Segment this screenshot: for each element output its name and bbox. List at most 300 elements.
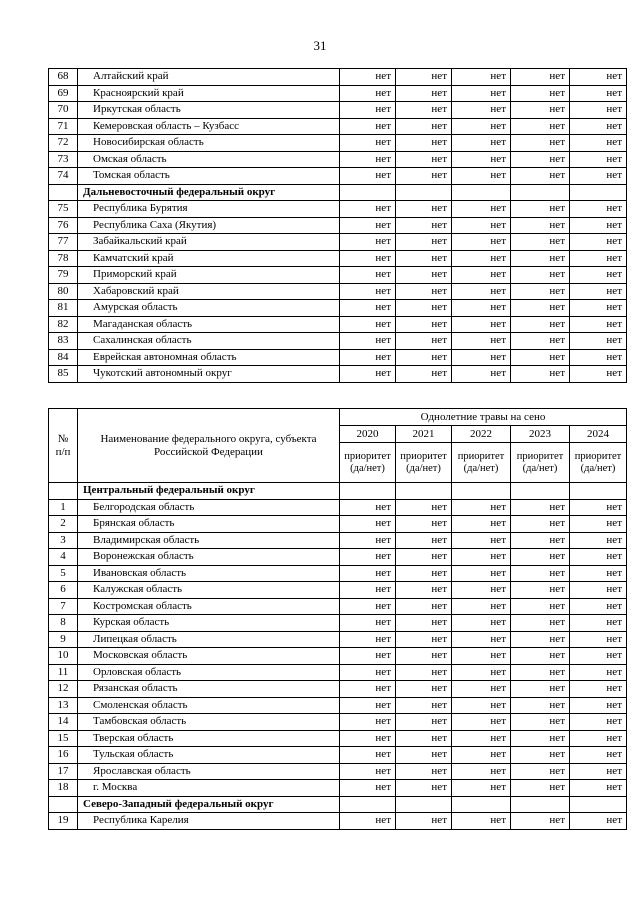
priority-value: нет	[452, 648, 511, 665]
priority-value: нет	[511, 730, 570, 747]
table-row	[49, 499, 627, 516]
priority-value: нет	[396, 681, 452, 698]
row-number: 4	[49, 549, 78, 566]
region-name: Курская область	[78, 615, 340, 632]
region-name: Московская область	[78, 648, 340, 665]
row-number: 68	[49, 69, 78, 86]
priority-value: нет	[570, 151, 627, 168]
priority-value: нет	[452, 697, 511, 714]
priority-value: нет	[570, 813, 627, 830]
table-row	[49, 234, 627, 251]
table-row	[49, 366, 627, 383]
priority-value: нет	[396, 615, 452, 632]
region-name: Еврейская автономная область	[78, 349, 340, 366]
priority-value: нет	[396, 549, 452, 566]
table-row	[49, 201, 627, 218]
priority-value: нет	[452, 316, 511, 333]
priority-value: нет	[340, 763, 396, 780]
table-row	[49, 631, 627, 648]
priority-value: нет	[452, 349, 511, 366]
priority-value: нет	[570, 267, 627, 284]
region-name: Ивановская область	[78, 565, 340, 582]
priority-value: нет	[340, 250, 396, 267]
priority-value: нет	[511, 201, 570, 218]
priority-value: нет	[511, 747, 570, 764]
table-row	[49, 664, 627, 681]
row-number: 72	[49, 135, 78, 152]
priority-value: нет	[511, 135, 570, 152]
row-number: 16	[49, 747, 78, 764]
row-number: 9	[49, 631, 78, 648]
priority-value: нет	[452, 333, 511, 350]
region-name: Республика Карелия	[78, 813, 340, 830]
priority-value: нет	[511, 333, 570, 350]
district-empty-cell	[511, 184, 570, 201]
priority-value: нет	[570, 516, 627, 533]
table-row	[49, 300, 627, 317]
priority-value: нет	[396, 300, 452, 317]
district-empty-cell	[396, 483, 452, 500]
priority-value: нет	[511, 283, 570, 300]
priority-value: нет	[570, 747, 627, 764]
priority-value: нет	[570, 333, 627, 350]
header-year-2023: 2023	[511, 426, 570, 443]
priority-value: нет	[452, 201, 511, 218]
priority-value: нет	[452, 747, 511, 764]
priority-value: нет	[396, 664, 452, 681]
region-name: Тульская область	[78, 747, 340, 764]
district-row	[49, 184, 627, 201]
priority-value: нет	[570, 118, 627, 135]
region-name: г. Москва	[78, 780, 340, 797]
region-name: Магаданская область	[78, 316, 340, 333]
priority-value: нет	[340, 283, 396, 300]
priority-value: нет	[452, 664, 511, 681]
row-number: 15	[49, 730, 78, 747]
priority-value: нет	[511, 598, 570, 615]
row-number: 83	[49, 333, 78, 350]
priority-value: нет	[570, 549, 627, 566]
priority-value: нет	[570, 648, 627, 665]
header-priority: приоритет (да/нет)	[452, 443, 511, 483]
table-row	[49, 85, 627, 102]
table-row	[49, 648, 627, 665]
priority-value: нет	[511, 85, 570, 102]
priority-value: нет	[340, 780, 396, 797]
table2-header	[49, 409, 627, 483]
table-row	[49, 565, 627, 582]
priority-value: нет	[511, 349, 570, 366]
priority-value: нет	[340, 135, 396, 152]
priority-value: нет	[570, 168, 627, 185]
region-name: Рязанская область	[78, 681, 340, 698]
priority-value: нет	[570, 664, 627, 681]
row-number: 79	[49, 267, 78, 284]
priority-value: нет	[340, 316, 396, 333]
priority-value: нет	[396, 201, 452, 218]
priority-value: нет	[570, 615, 627, 632]
row-number: 1	[49, 499, 78, 516]
priority-value: нет	[452, 714, 511, 731]
priority-value: нет	[340, 532, 396, 549]
priority-value: нет	[340, 516, 396, 533]
priority-value: нет	[511, 516, 570, 533]
header-num: № п/п	[49, 409, 78, 483]
region-name: Тверская область	[78, 730, 340, 747]
row-number: 2	[49, 516, 78, 533]
priority-value: нет	[511, 267, 570, 284]
priority-value: нет	[570, 582, 627, 599]
priority-value: нет	[452, 532, 511, 549]
priority-value: нет	[340, 300, 396, 317]
header-year-2024: 2024	[570, 426, 627, 443]
region-name: Хабаровский край	[78, 283, 340, 300]
priority-value: нет	[511, 615, 570, 632]
row-number: 85	[49, 366, 78, 383]
priority-value: нет	[396, 582, 452, 599]
table-row	[49, 168, 627, 185]
priority-value: нет	[340, 69, 396, 86]
priority-value: нет	[340, 118, 396, 135]
row-number: 7	[49, 598, 78, 615]
table-row	[49, 267, 627, 284]
priority-value: нет	[396, 217, 452, 234]
priority-value: нет	[396, 349, 452, 366]
table-row	[49, 532, 627, 549]
region-name: Орловская область	[78, 664, 340, 681]
priority-value: нет	[570, 714, 627, 731]
region-name: Амурская область	[78, 300, 340, 317]
header-year-2021: 2021	[396, 426, 452, 443]
table-row	[49, 250, 627, 267]
priority-value: нет	[340, 366, 396, 383]
row-number: 80	[49, 283, 78, 300]
priority-value: нет	[340, 168, 396, 185]
priority-value: нет	[570, 598, 627, 615]
table-row	[49, 316, 627, 333]
district-row	[49, 483, 627, 500]
row-number: 76	[49, 217, 78, 234]
region-name: Забайкальский край	[78, 234, 340, 251]
priority-value: нет	[340, 714, 396, 731]
priority-value: нет	[452, 217, 511, 234]
priority-value: нет	[340, 349, 396, 366]
district-empty-cell	[570, 483, 627, 500]
district-row	[49, 796, 627, 813]
priority-value: нет	[511, 102, 570, 119]
priority-value: нет	[340, 648, 396, 665]
district-empty-cell	[340, 483, 396, 500]
district-empty-cell	[452, 483, 511, 500]
page-number: 31	[313, 38, 327, 53]
region-name: Владимирская область	[78, 532, 340, 549]
priority-value: нет	[570, 217, 627, 234]
priority-value: нет	[511, 499, 570, 516]
priority-value: нет	[570, 532, 627, 549]
priority-value: нет	[452, 168, 511, 185]
row-number: 69	[49, 85, 78, 102]
district-empty-cell	[396, 184, 452, 201]
priority-value: нет	[511, 532, 570, 549]
priority-value: нет	[396, 316, 452, 333]
district-num-cell	[49, 796, 78, 813]
priority-value: нет	[396, 499, 452, 516]
district-empty-cell	[340, 184, 396, 201]
priority-value: нет	[511, 582, 570, 599]
table-row	[49, 135, 627, 152]
priority-value: нет	[452, 499, 511, 516]
priority-value: нет	[570, 499, 627, 516]
priority-value: нет	[452, 250, 511, 267]
priority-value: нет	[396, 250, 452, 267]
region-name: Красноярский край	[78, 85, 340, 102]
priority-value: нет	[340, 549, 396, 566]
priority-value: нет	[570, 366, 627, 383]
priority-value: нет	[396, 85, 452, 102]
priority-value: нет	[570, 316, 627, 333]
priority-value: нет	[340, 582, 396, 599]
region-name: Чукотский автономный округ	[78, 366, 340, 383]
table-row	[49, 615, 627, 632]
priority-value: нет	[396, 102, 452, 119]
priority-value: нет	[511, 648, 570, 665]
region-name: Новосибирская область	[78, 135, 340, 152]
priority-value: нет	[340, 102, 396, 119]
priority-value: нет	[570, 300, 627, 317]
priority-value: нет	[511, 664, 570, 681]
priority-value: нет	[396, 598, 452, 615]
priority-value: нет	[452, 234, 511, 251]
table1-body	[49, 69, 627, 383]
priority-value: нет	[340, 747, 396, 764]
district-name: Северо-Западный федеральный округ	[78, 796, 340, 813]
priority-value: нет	[511, 316, 570, 333]
priority-value: нет	[511, 780, 570, 797]
table2-body	[49, 483, 627, 830]
region-name: Республика Бурятия	[78, 201, 340, 218]
row-number: 73	[49, 151, 78, 168]
row-number: 18	[49, 780, 78, 797]
priority-value: нет	[340, 664, 396, 681]
priority-value: нет	[340, 565, 396, 582]
priority-value: нет	[570, 283, 627, 300]
district-empty-cell	[511, 796, 570, 813]
region-name: Калужская область	[78, 582, 340, 599]
region-name: Тамбовская область	[78, 714, 340, 731]
priority-value: нет	[396, 69, 452, 86]
row-number: 10	[49, 648, 78, 665]
priority-value: нет	[511, 763, 570, 780]
hay-crops-priority-table	[48, 408, 627, 830]
table-row	[49, 813, 627, 830]
priority-value: нет	[396, 267, 452, 284]
row-number: 14	[49, 714, 78, 731]
header-priority: приоритет (да/нет)	[340, 443, 396, 483]
priority-value: нет	[452, 69, 511, 86]
priority-value: нет	[340, 631, 396, 648]
priority-value: нет	[511, 714, 570, 731]
header-priority: приоритет (да/нет)	[570, 443, 627, 483]
priority-value: нет	[396, 118, 452, 135]
priority-value: нет	[396, 697, 452, 714]
priority-value: нет	[396, 565, 452, 582]
district-empty-cell	[452, 796, 511, 813]
region-name: Сахалинская область	[78, 333, 340, 350]
table-row	[49, 780, 627, 797]
region-name: Воронежская область	[78, 549, 340, 566]
priority-value: нет	[452, 813, 511, 830]
region-name: Республика Саха (Якутия)	[78, 217, 340, 234]
priority-value: нет	[452, 549, 511, 566]
table-row	[49, 118, 627, 135]
priority-value: нет	[452, 631, 511, 648]
priority-value: нет	[396, 648, 452, 665]
district-name: Центральный федеральный округ	[78, 483, 340, 500]
priority-value: нет	[511, 168, 570, 185]
row-number: 78	[49, 250, 78, 267]
priority-value: нет	[452, 615, 511, 632]
priority-value: нет	[452, 598, 511, 615]
header-year-2020: 2020	[340, 426, 396, 443]
table-row	[49, 747, 627, 764]
table-row	[49, 69, 627, 86]
priority-value: нет	[340, 681, 396, 698]
district-num-cell	[49, 184, 78, 201]
row-number: 19	[49, 813, 78, 830]
priority-value: нет	[396, 714, 452, 731]
priority-value: нет	[452, 102, 511, 119]
priority-value: нет	[340, 85, 396, 102]
region-name: Алтайский край	[78, 69, 340, 86]
priority-value: нет	[396, 631, 452, 648]
priority-value: нет	[570, 201, 627, 218]
priority-value: нет	[511, 681, 570, 698]
row-number: 11	[49, 664, 78, 681]
table-row	[49, 730, 627, 747]
regions-table-continued	[48, 68, 627, 383]
priority-value: нет	[452, 267, 511, 284]
row-number: 8	[49, 615, 78, 632]
priority-value: нет	[452, 681, 511, 698]
priority-value: нет	[396, 780, 452, 797]
row-number: 81	[49, 300, 78, 317]
region-name: Белгородская область	[78, 499, 340, 516]
priority-value: нет	[340, 267, 396, 284]
priority-value: нет	[511, 151, 570, 168]
priority-value: нет	[340, 201, 396, 218]
priority-value: нет	[452, 516, 511, 533]
priority-value: нет	[396, 283, 452, 300]
row-number: 71	[49, 118, 78, 135]
region-name: Брянская область	[78, 516, 340, 533]
header-name: Наименование федерального округа, субъекта Российской Федерации	[78, 409, 340, 483]
priority-value: нет	[340, 730, 396, 747]
priority-value: нет	[396, 333, 452, 350]
priority-value: нет	[340, 151, 396, 168]
region-name: Кемеровская область – Кузбасс	[78, 118, 340, 135]
priority-value: нет	[511, 300, 570, 317]
priority-value: нет	[511, 250, 570, 267]
region-name: Камчатский край	[78, 250, 340, 267]
district-num-cell	[49, 483, 78, 500]
priority-value: нет	[452, 366, 511, 383]
table-row	[49, 549, 627, 566]
priority-value: нет	[511, 813, 570, 830]
priority-value: нет	[396, 763, 452, 780]
district-empty-cell	[570, 796, 627, 813]
priority-value: нет	[511, 565, 570, 582]
priority-value: нет	[511, 549, 570, 566]
table-row	[49, 681, 627, 698]
header-priority: приоритет (да/нет)	[511, 443, 570, 483]
priority-value: нет	[570, 102, 627, 119]
row-number: 70	[49, 102, 78, 119]
priority-value: нет	[570, 697, 627, 714]
table-row	[49, 217, 627, 234]
priority-value: нет	[570, 730, 627, 747]
header-year-2022: 2022	[452, 426, 511, 443]
priority-value: нет	[340, 615, 396, 632]
priority-value: нет	[396, 516, 452, 533]
priority-value: нет	[570, 631, 627, 648]
district-empty-cell	[511, 483, 570, 500]
priority-value: нет	[340, 499, 396, 516]
table-row	[49, 283, 627, 300]
priority-value: нет	[396, 135, 452, 152]
priority-value: нет	[452, 85, 511, 102]
table-row	[49, 333, 627, 350]
row-number: 77	[49, 234, 78, 251]
header-group: Однолетние травы на сено	[340, 409, 627, 426]
district-name: Дальневосточный федеральный округ	[78, 184, 340, 201]
row-number: 82	[49, 316, 78, 333]
row-number: 84	[49, 349, 78, 366]
priority-value: нет	[452, 151, 511, 168]
priority-value: нет	[340, 813, 396, 830]
row-number: 13	[49, 697, 78, 714]
priority-value: нет	[511, 217, 570, 234]
priority-value: нет	[511, 366, 570, 383]
priority-value: нет	[452, 730, 511, 747]
priority-value: нет	[396, 730, 452, 747]
priority-value: нет	[511, 69, 570, 86]
row-number: 3	[49, 532, 78, 549]
priority-value: нет	[396, 366, 452, 383]
table-row	[49, 516, 627, 533]
row-number: 75	[49, 201, 78, 218]
row-number: 6	[49, 582, 78, 599]
region-name: Омская область	[78, 151, 340, 168]
priority-value: нет	[570, 250, 627, 267]
table-row	[49, 349, 627, 366]
priority-value: нет	[511, 234, 570, 251]
priority-value: нет	[570, 780, 627, 797]
priority-value: нет	[396, 813, 452, 830]
district-empty-cell	[570, 184, 627, 201]
priority-value: нет	[340, 333, 396, 350]
priority-value: нет	[452, 300, 511, 317]
priority-value: нет	[452, 118, 511, 135]
table-row	[49, 102, 627, 119]
table-row	[49, 763, 627, 780]
header-priority: приоритет (да/нет)	[396, 443, 452, 483]
table-row	[49, 151, 627, 168]
priority-value: нет	[511, 631, 570, 648]
region-name: Костромская область	[78, 598, 340, 615]
table-row	[49, 582, 627, 599]
priority-value: нет	[396, 168, 452, 185]
priority-value: нет	[396, 532, 452, 549]
